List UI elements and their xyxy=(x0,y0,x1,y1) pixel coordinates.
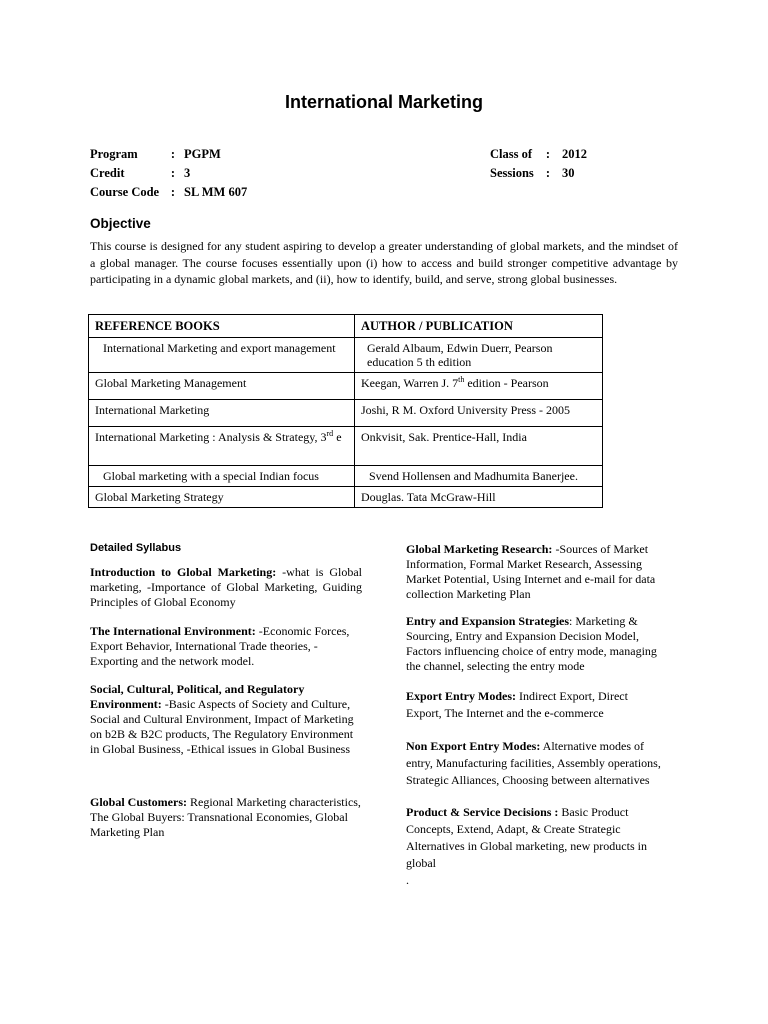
syllabus-topic xyxy=(90,565,362,610)
topic-text: : Marketing & Sourcing, Entry and Expansion Decision Model, Factors influencing choice of entry mode, managing the channel, selecting the entry mode xyxy=(406,614,657,673)
topic-text: Basic Product Concepts, Extend, Adapt, & Create Strategic Alternatives in Global marketing, new products in global xyxy=(406,805,647,870)
document-title: International Marketing xyxy=(284,92,484,112)
course-meta-left xyxy=(90,145,247,202)
meta-value: PGPM xyxy=(184,147,221,161)
author-cell: Joshi, R M. Oxford University Press - 2005 xyxy=(355,400,603,427)
superscript: rd xyxy=(326,429,334,438)
column-header-author-publication: AUTHOR / PUBLICATION xyxy=(355,315,603,338)
syllabus-topic xyxy=(406,614,664,674)
meta-row-course-code xyxy=(90,183,247,202)
topic-title: Global Customers: xyxy=(90,795,187,809)
table-row xyxy=(89,466,603,487)
meta-separator: : xyxy=(170,166,176,180)
detailed-syllabus-heading: Detailed Syllabus xyxy=(90,542,182,554)
table-header-row xyxy=(89,315,603,338)
meta-label: Program xyxy=(90,147,138,161)
meta-label: Credit xyxy=(90,166,125,180)
book-cell: Global Marketing Management xyxy=(89,373,355,400)
topic-title: Social, Cultural, Political, and Regulatory Environment: xyxy=(90,682,305,711)
topic-text: Alternative modes of entry, Manufacturing facilities, Assembly operations, Strategic Alliances, Choosing between alternatives xyxy=(406,739,661,787)
meta-separator: : xyxy=(545,166,551,180)
author-cell: Douglas. Tata McGraw-Hill xyxy=(355,487,603,508)
topic-text: -Economic Forces, Export Behavior, International Trade theories, -Exporting and the network model. xyxy=(90,624,350,668)
topic-text: -Basic Aspects of Society and Culture, Social and Cultural Environment, Impact of Marketing on b2B & B2C products, The Regulatory Environment in Global Business, -Ethical issues in Global Business xyxy=(90,697,354,756)
syllabus-topic xyxy=(406,804,664,872)
meta-value: 2012 xyxy=(562,147,587,161)
meta-label: Class of xyxy=(490,147,533,161)
meta-value: 3 xyxy=(184,166,191,180)
meta-separator: : xyxy=(170,147,176,161)
author-text: Keegan, Warren J. 7 xyxy=(361,376,459,390)
topic-title: The International Environment: xyxy=(90,624,256,638)
book-cell: International Marketing and export management xyxy=(89,338,355,373)
topic-title: Non Export Entry Modes: xyxy=(406,739,541,753)
table-row xyxy=(89,400,603,427)
topic-text: Regional Marketing characteristics, The Global Buyers: Transnational Economies, Global Marketing Plan xyxy=(90,795,361,839)
meta-row-sessions xyxy=(490,164,587,183)
topic-text: Indirect Export, Direct Export, The Internet and the e-commerce xyxy=(406,689,628,720)
syllabus-topic xyxy=(406,738,664,789)
column-header-reference-books: REFERENCE BOOKS xyxy=(89,315,355,338)
meta-value: 30 xyxy=(562,166,575,180)
book-cell: International Marketing xyxy=(89,400,355,427)
meta-separator: : xyxy=(170,185,176,199)
topic-title: Global Marketing Research: xyxy=(406,542,553,556)
topic-title: Export Entry Modes: xyxy=(406,689,516,703)
meta-row-program xyxy=(90,145,247,164)
table-row xyxy=(89,427,603,466)
topic-text: -what is Global marketing, -Importance of Global Marketing, Guiding Principles of Global Economy xyxy=(90,565,362,609)
table-row xyxy=(89,373,603,400)
syllabus-topic xyxy=(90,682,362,757)
syllabus-topic xyxy=(406,688,656,722)
book-cell: Global Marketing Strategy xyxy=(89,487,355,508)
book-text: International Marketing : Analysis & Strategy, 3 xyxy=(95,430,327,444)
meta-row-class-of xyxy=(490,145,587,164)
meta-row-credit xyxy=(90,164,247,183)
author-cell xyxy=(355,373,603,400)
author-cell: Svend Hollensen and Madhumita Banerjee. xyxy=(355,466,603,487)
course-meta-right xyxy=(490,145,587,183)
syllabus-topic xyxy=(406,542,664,602)
topic-title: Product & Service Decisions : xyxy=(406,805,559,819)
topic-text: -Sources of Market Information, Formal Market Research, Assessing Market Potential, Using Internet and e-mail for data collection Marketing Plan xyxy=(406,542,656,601)
table-row xyxy=(89,338,603,373)
reference-books-table xyxy=(88,314,603,508)
meta-value: SL MM 607 xyxy=(184,185,248,199)
author-text: edition - Pearson xyxy=(464,376,549,390)
book-cell: Global marketing with a special Indian focus xyxy=(89,466,355,487)
objective-text: This course is designed for any student aspiring to develop a greater understanding of global markets, and the mindset of a global manager. The course focuses essentially upon (i) how to access and build stronger competitive advantage by participating in a dynamic global markets, and (ii), how to identify, build, and serve, strong global businesses. xyxy=(90,239,678,286)
superscript: th xyxy=(458,375,465,384)
meta-separator: : xyxy=(545,147,551,161)
meta-label: Sessions xyxy=(490,166,534,180)
topic-title: Entry and Expansion Strategies xyxy=(406,614,570,628)
author-cell: Gerald Albaum, Edwin Duerr, Pearson education 5 th edition xyxy=(355,338,603,373)
syllabus-topic xyxy=(90,795,362,840)
author-cell: Onkvisit, Sak. Prentice-Hall, India xyxy=(355,427,603,466)
book-cell xyxy=(89,427,355,466)
objective-heading: Objective xyxy=(90,216,151,231)
topic-title: Introduction to Global Marketing: xyxy=(90,565,277,579)
meta-label: Course Code xyxy=(90,185,160,199)
syllabus-topic xyxy=(90,624,362,669)
book-text: e xyxy=(333,430,342,444)
table-row xyxy=(89,487,603,508)
trailing-period: . xyxy=(406,873,409,887)
